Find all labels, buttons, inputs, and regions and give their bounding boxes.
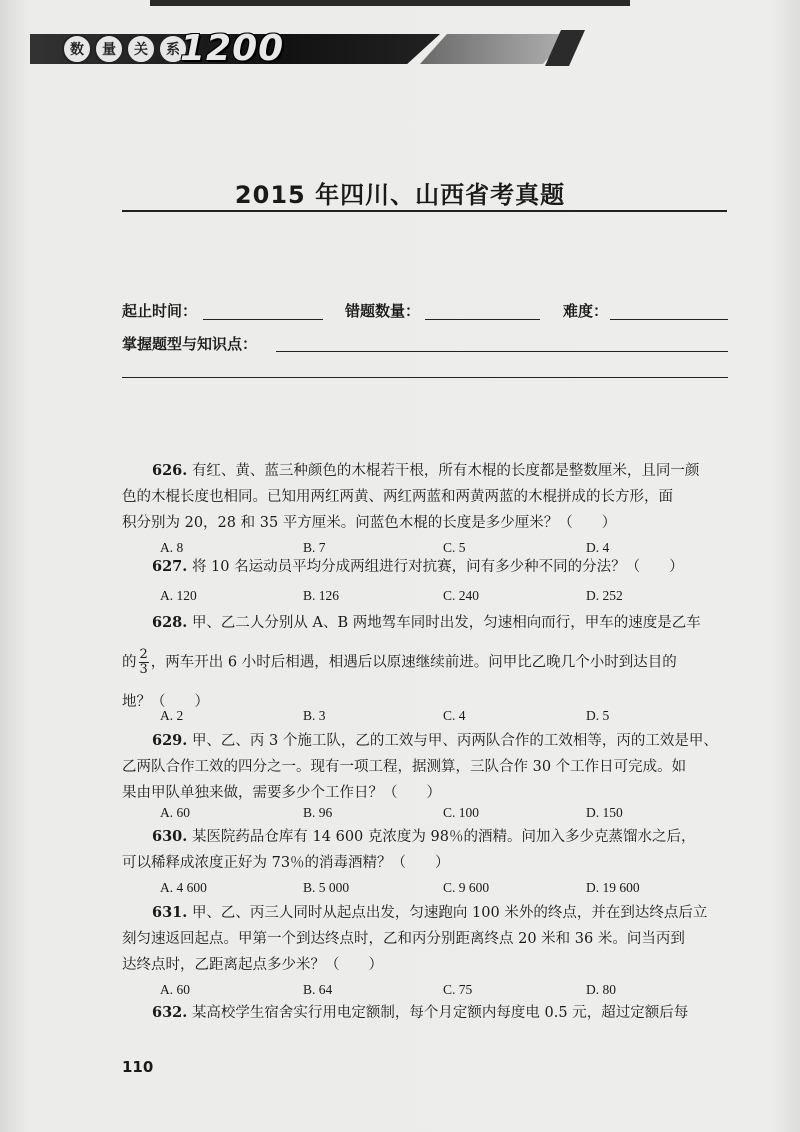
option-c[interactable]: C. 100 [443,805,480,820]
question-631 [122,900,732,978]
option-b[interactable]: B. 126 [303,588,340,603]
question-text: 的 [122,654,137,671]
option-a[interactable]: A. 4 600 [160,880,207,895]
option-a[interactable]: A. 60 [160,982,190,997]
question-628 [122,610,732,715]
option-c[interactable]: C. 5 [443,540,466,555]
option-a[interactable]: A. 8 [160,540,184,555]
option-d[interactable]: D. 5 [586,708,610,723]
series-number: 1200 [180,28,285,69]
option-d[interactable]: D. 19 600 [586,880,640,895]
start-time-blank[interactable] [203,319,323,320]
question-632 [122,1000,732,1026]
question-line: 甲、乙二人分别从 A、B 两地驾车同时出发，匀速相向而行，甲车的速度是乙车 [191,615,701,631]
page-number: 110 [122,1058,154,1076]
option-c[interactable]: C. 4 [443,708,466,723]
badge-char: 量 [94,34,124,64]
option-a[interactable]: A. 60 [160,805,190,820]
question-629 [122,728,732,806]
question-line: ，两车开出 6 小时后相遇，相遇后以原速继续前进。问甲比乙晚几个小时到达目的 [150,654,677,671]
question-line: 甲、乙、丙三人同时从起点出发，匀速跑向 100 米外的终点，并在到达终点后立 [191,905,708,921]
question-626 [122,458,732,536]
question-line: 某医院药品仓库有 14 600 克浓度为 98％的酒精。问加入多少克蒸馏水之后， [191,829,696,845]
option-b[interactable]: B. 5 000 [303,880,350,895]
question-line: 甲、乙、丙 3 个施工队，乙的工效与甲、丙两队合作的工效相等，丙的工效是甲、 [191,733,718,749]
series-badge [62,34,188,64]
badge-char: 关 [126,34,156,64]
question-number: 632. [152,1004,188,1021]
knowledge-label: 掌握题型与知识点： [122,335,258,353]
wrong-count-label: 错题数量： [345,302,421,320]
question-number: 628. [152,614,188,631]
question-line: 积分别为 20，28 和 35 平方厘米。问蓝色木棍的长度是多少厘米？（ ） [122,515,617,531]
question-line: 达终点时，乙距离起点多少米？（ ） [122,957,383,973]
option-c[interactable]: C. 240 [443,588,480,603]
question-number: 627. [152,558,188,575]
difficulty-label: 难度： [563,302,609,320]
question-line: 色的木棍长度也相同。已知用两红两黄、两红两蓝和两黄两蓝的木棍拼成的长方形，面 [122,489,673,505]
knowledge-blank[interactable] [276,351,728,352]
badge-char: 系 [158,34,188,64]
page-top-edge [150,0,630,6]
fraction [139,648,149,677]
extra-blank-line[interactable] [122,377,728,378]
question-number: 630. [152,828,188,845]
question-line: 地？（ ） [122,694,209,710]
question-line: 可以稀释成浓度正好为 73％的消毒酒精？（ ） [122,855,450,871]
question-number: 626. [152,462,188,479]
question-line: 果由甲队单独来做，需要多少个工作日？（ ） [122,785,441,801]
question-627 [122,554,732,580]
header-banner [0,22,800,68]
option-c[interactable]: C. 9 600 [443,880,490,895]
page-title: 2015 年四川、山西省考真题 [234,181,566,209]
question-number: 629. [152,732,188,749]
question-line: 乙两队合作工效的四分之一。现有一项工程，据测算，三队合作 30 个工作日可完成。如 [122,759,687,775]
fraction-numerator: 2 [139,647,148,662]
difficulty-blank[interactable] [610,319,728,320]
question-line: 将 10 名运动员平均分成两组进行对抗赛，问有多少种不同的分法？（ ） [191,559,684,575]
option-b[interactable]: B. 3 [303,708,326,723]
option-b[interactable]: B. 64 [303,982,333,997]
option-d[interactable]: D. 80 [586,982,616,997]
question-line: 刻匀速返回起点。甲第一个到达终点时，乙和丙分别距离终点 20 米和 36 米。问当丙到 [122,931,685,947]
fraction-denominator: 3 [139,662,148,677]
option-a[interactable]: A. 2 [160,708,184,723]
badge-char: 数 [62,34,92,64]
title-underline [122,210,727,212]
start-time-label: 起止时间： [122,302,198,320]
option-b[interactable]: B. 7 [303,540,326,555]
banner-grey-stripe [420,34,570,64]
question-line: 有红、黄、蓝三种颜色的木棍若干根，所有木棍的长度都是整数厘米，且同一颜 [191,463,700,479]
question-number: 631. [152,904,188,921]
option-b[interactable]: B. 96 [303,805,333,820]
option-c[interactable]: C. 75 [443,982,473,997]
option-d[interactable]: D. 252 [586,588,623,603]
option-d[interactable]: D. 4 [586,540,610,555]
wrong-count-blank[interactable] [425,319,540,320]
option-d[interactable]: D. 150 [586,805,623,820]
question-630 [122,824,732,876]
question-line: 某高校学生宿舍实行用电定额制，每个月定额内每度电 0.5 元，超过定额后每 [191,1005,689,1021]
option-a[interactable]: A. 120 [160,588,197,603]
